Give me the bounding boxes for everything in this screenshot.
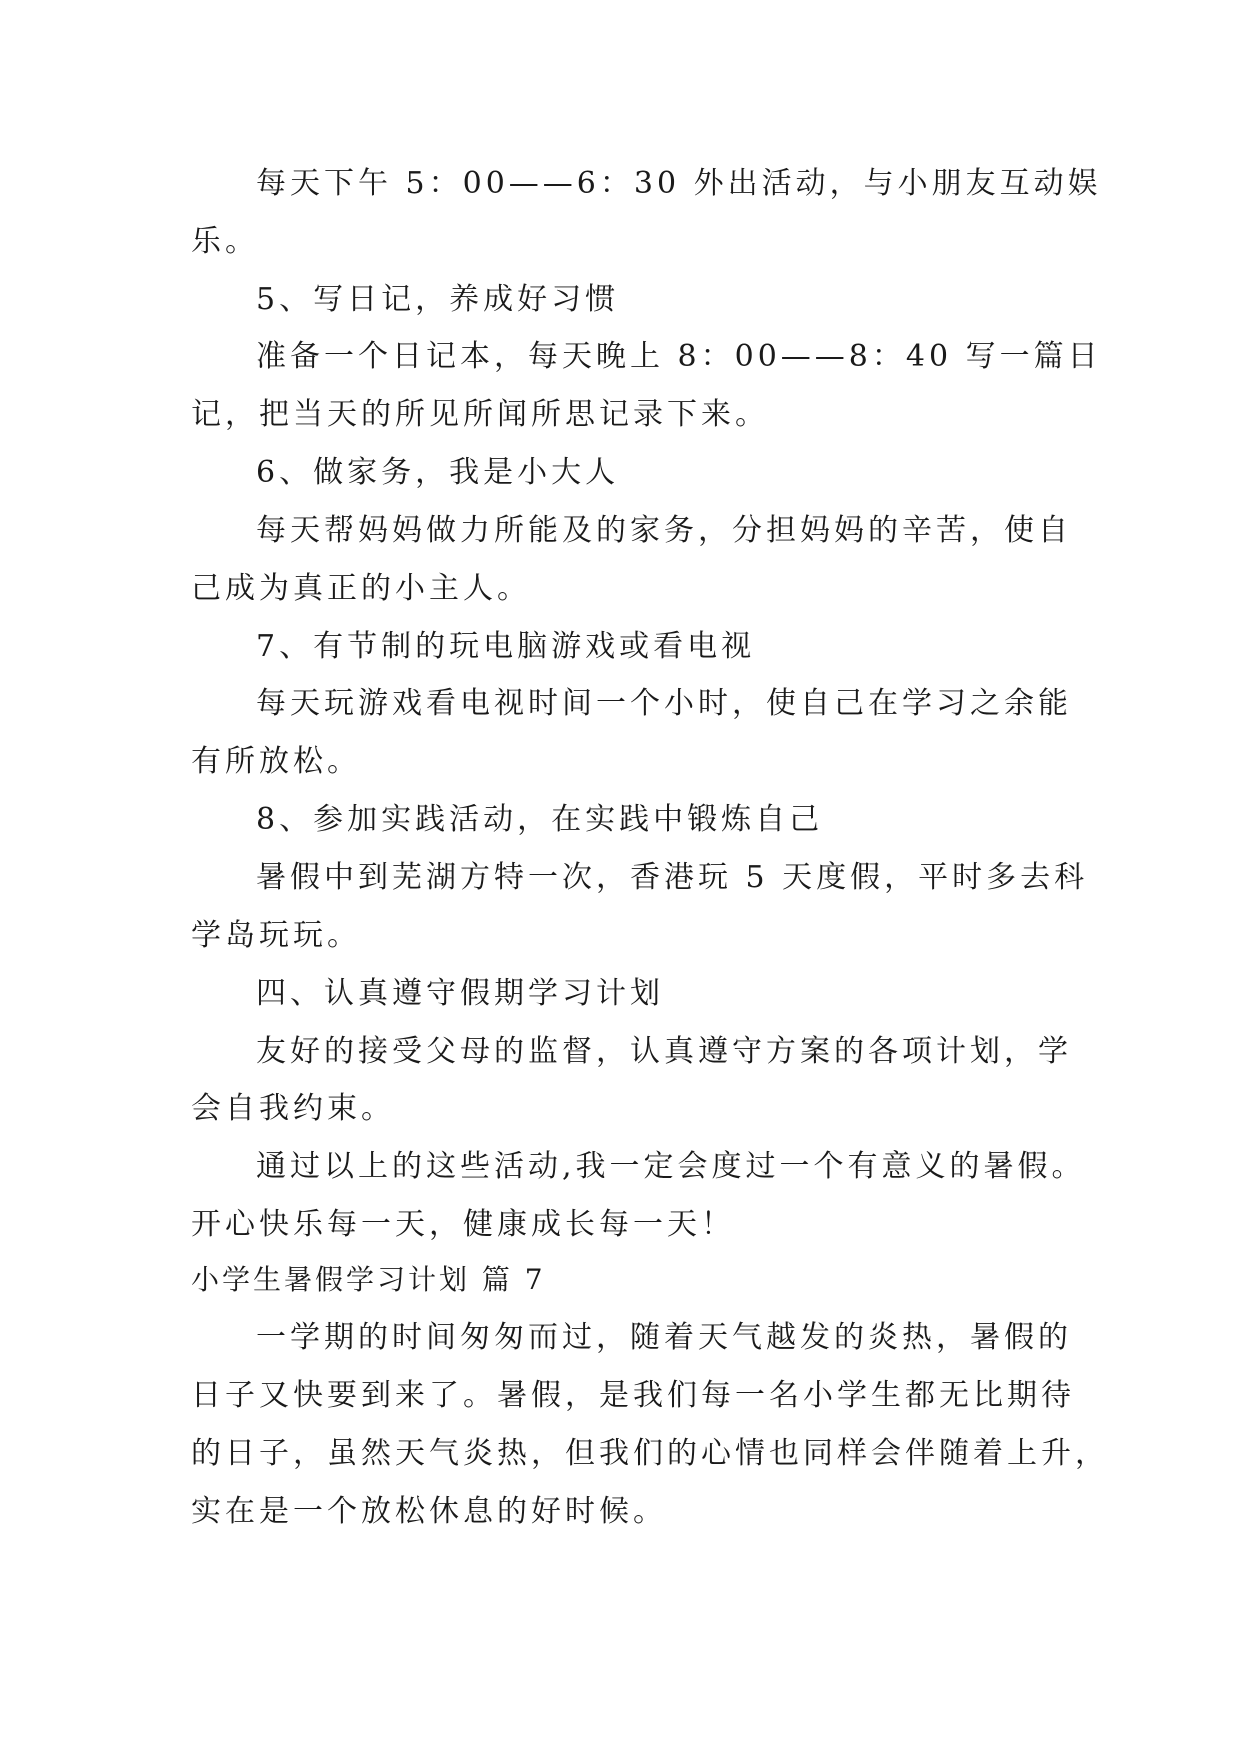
section-heading-7: 7、有节制的玩电脑游戏或看电视 bbox=[256, 629, 756, 664]
section-heading-6: 6、做家务，我是小大人 bbox=[256, 455, 620, 490]
section-heading-4: 四、认真遵守假期学习计划 bbox=[256, 976, 664, 1011]
article-title: 小学生暑假学习计划 篇 7 bbox=[191, 1263, 546, 1296]
paragraph-line: 有所放松。 bbox=[191, 744, 361, 779]
paragraph-line: 每天玩游戏看电视时间一个小时，使自己在学习之余能 bbox=[256, 686, 1072, 721]
paragraph-line: 己成为真正的小主人。 bbox=[191, 571, 531, 606]
paragraph-line: 日子又快要到来了。暑假，是我们每一名小学生都无比期待 bbox=[191, 1378, 1075, 1413]
paragraph-line: 暑假中到芜湖方特一次，香港玩 5 天度假，平时多去科 bbox=[256, 860, 1089, 895]
paragraph-line: 实在是一个放松休息的好时候。 bbox=[191, 1494, 667, 1529]
paragraph-line: 开心快乐每一天，健康成长每一天！ bbox=[191, 1207, 735, 1242]
paragraph-line: 一学期的时间匆匆而过，随着天气越发的炎热，暑假的 bbox=[256, 1320, 1072, 1355]
paragraph-line: 的日子，虽然天气炎热，但我们的心情也同样会伴随着上升， bbox=[191, 1436, 1109, 1471]
paragraph-line: 学岛玩玩。 bbox=[191, 918, 361, 953]
paragraph-line: 记，把当天的所见所闻所思记录下来。 bbox=[191, 397, 769, 432]
paragraph-line: 通过以上的这些活动,我一定会度过一个有意义的暑假。 bbox=[256, 1149, 1086, 1184]
section-heading-8: 8、参加实践活动，在实践中锻炼自己 bbox=[256, 802, 824, 837]
paragraph-line: 每天帮妈妈做力所能及的家务，分担妈妈的辛苦，使自 bbox=[256, 513, 1072, 548]
paragraph-line: 准备一个日记本，每天晚上 8：00——8：40 写一篇日 bbox=[256, 339, 1102, 374]
paragraph-line: 乐。 bbox=[191, 224, 259, 259]
paragraph-line: 每天下午 5：00——6：30 外出活动，与小朋友互动娱 bbox=[256, 166, 1102, 201]
paragraph-line: 友好的接受父母的监督，认真遵守方案的各项计划，学 bbox=[256, 1034, 1072, 1069]
paragraph-line: 会自我约束。 bbox=[191, 1091, 395, 1126]
section-heading-5: 5、写日记，养成好习惯 bbox=[256, 282, 620, 317]
